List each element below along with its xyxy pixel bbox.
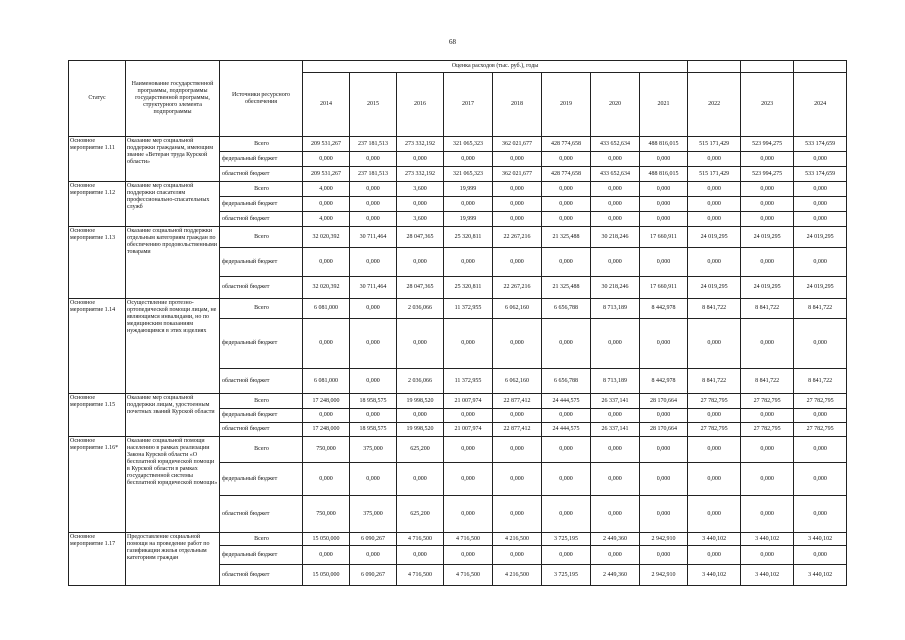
expense-value: 0,000	[493, 248, 542, 277]
expense-value: 0,000	[493, 319, 542, 369]
expense-value: 6 656,788	[542, 369, 591, 394]
expense-value: 6 090,267	[350, 565, 397, 586]
expense-value: 0,000	[640, 319, 688, 369]
header-sources: Источники ресурсного обеспечения	[220, 61, 303, 137]
expense-value: 0,000	[350, 152, 397, 167]
expense-value: 4 716,500	[444, 565, 493, 586]
expense-value: 0,000	[591, 212, 640, 227]
expense-value: 8 713,189	[591, 369, 640, 394]
expense-value: 27 782,795	[741, 394, 794, 409]
expense-value: 0,000	[794, 212, 847, 227]
expense-value: 0,000	[741, 546, 794, 565]
expense-value: 0,000	[397, 546, 444, 565]
expense-value: 0,000	[741, 409, 794, 423]
expense-value: 2 449,360	[591, 565, 640, 586]
table-row	[69, 227, 847, 248]
measure-name: Оказание мер социальной поддержки лицам, удостоенным почетных званий Курской области	[126, 394, 220, 437]
expense-value: 0,000	[741, 248, 794, 277]
header-year: 2018	[493, 73, 542, 137]
expense-value: 0,000	[591, 319, 640, 369]
expense-value: 0,000	[741, 212, 794, 227]
expense-value: 0,000	[794, 546, 847, 565]
expense-value: 0,000	[444, 248, 493, 277]
expense-value: 19,999	[444, 182, 493, 197]
expense-value: 27 782,795	[794, 394, 847, 409]
expense-value: 3 440,102	[741, 533, 794, 546]
expense-value: 3 440,102	[741, 565, 794, 586]
expense-value: 4 716,500	[444, 533, 493, 546]
header-name: Наименование государственной программы, подпрограммы государственной программы, структурного элемента подпрограммы	[126, 61, 220, 137]
expense-value: 27 782,795	[741, 423, 794, 437]
expense-value: 0,000	[542, 212, 591, 227]
expense-value: 0,000	[640, 409, 688, 423]
expense-value: 0,000	[591, 437, 640, 463]
funding-source: областной бюджет	[220, 496, 303, 533]
expense-value: 24 444,575	[542, 394, 591, 409]
expense-value: 362 021,677	[493, 167, 542, 182]
expense-value: 11 372,955	[444, 299, 493, 319]
expense-value: 0,000	[493, 437, 542, 463]
table-row	[69, 182, 847, 197]
expense-value: 21 007,974	[444, 394, 493, 409]
expense-value: 0,000	[794, 496, 847, 533]
expense-value: 0,000	[493, 197, 542, 212]
header-year: 2016	[397, 73, 444, 137]
expense-value: 27 782,795	[688, 423, 741, 437]
expense-value: 0,000	[741, 463, 794, 496]
header-year: 2022	[688, 73, 741, 137]
funding-source: областной бюджет	[220, 277, 303, 299]
expense-value: 24 019,295	[741, 277, 794, 299]
expense-value: 0,000	[591, 496, 640, 533]
header-empty-cell	[688, 61, 741, 73]
expense-value: 0,000	[493, 212, 542, 227]
expense-value: 32 020,392	[303, 227, 350, 248]
expense-value: 0,000	[350, 546, 397, 565]
expense-value: 433 652,634	[591, 137, 640, 152]
measure-status: Основное мероприятие 1.14	[69, 299, 126, 394]
expense-value: 24 444,575	[542, 423, 591, 437]
expense-value: 273 332,192	[397, 167, 444, 182]
funding-source: Всего	[220, 182, 303, 197]
expense-value: 428 774,658	[542, 137, 591, 152]
funding-source: федеральный бюджет	[220, 197, 303, 212]
funding-source: Всего	[220, 533, 303, 546]
expense-value: 0,000	[303, 409, 350, 423]
header-year: 2023	[741, 73, 794, 137]
expense-value: 0,000	[688, 546, 741, 565]
expense-value: 27 782,795	[794, 423, 847, 437]
expense-value: 0,000	[741, 319, 794, 369]
expense-value: 0,000	[350, 369, 397, 394]
expense-value: 0,000	[640, 197, 688, 212]
expense-value: 0,000	[741, 152, 794, 167]
funding-source: федеральный бюджет	[220, 463, 303, 496]
expense-value: 28 047,365	[397, 227, 444, 248]
expense-value: 3 440,102	[794, 533, 847, 546]
expense-value: 26 337,141	[591, 423, 640, 437]
expense-value: 8 841,722	[794, 299, 847, 319]
expense-value: 0,000	[303, 248, 350, 277]
expense-value: 0,000	[640, 182, 688, 197]
expense-value: 17 660,911	[640, 277, 688, 299]
expense-value: 0,000	[493, 546, 542, 565]
expense-value: 17 660,911	[640, 227, 688, 248]
expense-value: 0,000	[444, 546, 493, 565]
expense-value: 8 841,722	[688, 299, 741, 319]
expense-value: 25 320,811	[444, 227, 493, 248]
expense-value: 488 816,015	[640, 137, 688, 152]
expense-value: 32 020,392	[303, 277, 350, 299]
expense-value: 0,000	[350, 319, 397, 369]
expense-value: 488 816,015	[640, 167, 688, 182]
expense-value: 0,000	[640, 496, 688, 533]
table-row	[69, 137, 847, 152]
expense-value: 8 442,978	[640, 299, 688, 319]
measure-status: Основное мероприятие 1.12	[69, 182, 126, 227]
expense-value: 0,000	[688, 409, 741, 423]
expense-value: 0,000	[640, 152, 688, 167]
expense-value: 433 652,634	[591, 167, 640, 182]
measure-name: Оказание мер социальной поддержки гражданам, имеющим звание «Ветеран труда Курской области»	[126, 137, 220, 182]
header-year: 2020	[591, 73, 640, 137]
expense-value: 0,000	[350, 212, 397, 227]
expense-value: 24 019,295	[741, 227, 794, 248]
expense-value: 362 021,677	[493, 137, 542, 152]
expense-value: 30 711,464	[350, 227, 397, 248]
expense-value: 0,000	[493, 409, 542, 423]
expense-value: 0,000	[542, 152, 591, 167]
expense-value: 0,000	[444, 319, 493, 369]
expense-value: 8 713,189	[591, 299, 640, 319]
expense-value: 24 019,295	[794, 277, 847, 299]
expense-value: 22 267,216	[493, 227, 542, 248]
expense-value: 4 216,500	[493, 565, 542, 586]
expense-value: 4 216,500	[493, 533, 542, 546]
expense-value: 28 047,365	[397, 277, 444, 299]
expense-value: 0,000	[640, 437, 688, 463]
expense-value: 0,000	[688, 248, 741, 277]
header-year: 2017	[444, 73, 493, 137]
expense-value: 209 531,267	[303, 137, 350, 152]
expense-value: 0,000	[542, 248, 591, 277]
header-empty-cell	[794, 61, 847, 73]
expense-value: 515 171,429	[688, 137, 741, 152]
expense-value: 0,000	[741, 496, 794, 533]
expense-value: 22 267,216	[493, 277, 542, 299]
expense-value: 0,000	[591, 546, 640, 565]
page-number: 68	[449, 38, 456, 46]
expense-value: 21 325,488	[542, 277, 591, 299]
expense-value: 0,000	[794, 197, 847, 212]
expense-value: 375,000	[350, 437, 397, 463]
expense-value: 0,000	[794, 152, 847, 167]
funding-source: Всего	[220, 299, 303, 319]
funding-source: областной бюджет	[220, 565, 303, 586]
expense-value: 0,000	[542, 182, 591, 197]
expense-value: 24 019,295	[688, 227, 741, 248]
expense-value: 237 181,513	[350, 137, 397, 152]
expense-value: 3 725,195	[542, 533, 591, 546]
expense-value: 533 174,659	[794, 167, 847, 182]
expense-value: 0,000	[688, 319, 741, 369]
expense-value: 0,000	[688, 197, 741, 212]
expense-value: 4 716,500	[397, 565, 444, 586]
expense-value: 0,000	[794, 319, 847, 369]
expense-value: 19,999	[444, 212, 493, 227]
expense-value: 17 248,000	[303, 394, 350, 409]
expense-value: 30 218,246	[591, 227, 640, 248]
expense-value: 0,000	[688, 437, 741, 463]
expense-value: 21 007,974	[444, 423, 493, 437]
header-year: 2015	[350, 73, 397, 137]
expense-value: 0,000	[397, 409, 444, 423]
expense-value: 0,000	[303, 546, 350, 565]
expense-value: 0,000	[794, 248, 847, 277]
measure-status: Основное мероприятие 1.13	[69, 227, 126, 299]
funding-source: областной бюджет	[220, 167, 303, 182]
expense-value: 0,000	[303, 152, 350, 167]
expense-value: 6 062,160	[493, 299, 542, 319]
table-row	[69, 394, 847, 409]
expense-value: 273 332,192	[397, 137, 444, 152]
expense-value: 19 998,520	[397, 423, 444, 437]
expense-value: 8 841,722	[794, 369, 847, 394]
header-estimate: Оценка расходов (тыс. руб.), годы	[303, 61, 688, 73]
expense-value: 3,600	[397, 182, 444, 197]
expense-value: 22 877,412	[493, 394, 542, 409]
expense-value: 0,000	[542, 496, 591, 533]
expense-value: 15 050,000	[303, 565, 350, 586]
expense-value: 3,600	[397, 212, 444, 227]
expense-value: 750,000	[303, 437, 350, 463]
expense-value: 533 174,659	[794, 137, 847, 152]
expense-value: 6 656,788	[542, 299, 591, 319]
expense-value: 3 440,102	[794, 565, 847, 586]
expense-value: 0,000	[688, 182, 741, 197]
expense-value: 0,000	[591, 409, 640, 423]
expense-value: 24 019,295	[794, 227, 847, 248]
measure-status: Основное мероприятие 1.17	[69, 533, 126, 586]
expense-value: 30 218,246	[591, 277, 640, 299]
expense-value: 2 449,360	[591, 533, 640, 546]
expense-value: 0,000	[591, 197, 640, 212]
expense-value: 3 440,102	[688, 565, 741, 586]
expense-value: 0,000	[591, 463, 640, 496]
funding-source: Всего	[220, 227, 303, 248]
expense-value: 3 725,195	[542, 565, 591, 586]
funding-source: областной бюджет	[220, 423, 303, 437]
expense-value: 17 248,000	[303, 423, 350, 437]
funding-source: федеральный бюджет	[220, 409, 303, 423]
measure-name: Оказание социальной помощи населению в рамках реализации Закона Курской области «О бесплатной юридической помощи в Курской области в рамках государственной системы бесплатной юридической помощи»	[126, 437, 220, 533]
expense-value: 0,000	[397, 463, 444, 496]
expense-value: 8 841,722	[741, 369, 794, 394]
expense-value: 0,000	[444, 152, 493, 167]
expense-value: 0,000	[640, 212, 688, 227]
expense-value: 0,000	[303, 319, 350, 369]
expense-value: 0,000	[794, 409, 847, 423]
expense-value: 750,000	[303, 496, 350, 533]
expense-value: 625,200	[397, 496, 444, 533]
expense-value: 0,000	[303, 197, 350, 212]
expense-value: 0,000	[444, 437, 493, 463]
measure-name: Предоставление социальной помощи на проведение работ по газификации жилья отдельным категориям граждан	[126, 533, 220, 586]
funding-source: федеральный бюджет	[220, 546, 303, 565]
expense-value: 24 019,295	[688, 277, 741, 299]
expense-value: 6 081,000	[303, 299, 350, 319]
funding-source: федеральный бюджет	[220, 319, 303, 369]
expense-value: 0,000	[350, 197, 397, 212]
expense-value: 625,200	[397, 437, 444, 463]
expense-value: 6 090,267	[350, 533, 397, 546]
measure-name: Осуществление протезно-ортопедической помощи лицам, не являющимся инвалидами, но по медицинским показаниям нуждающимся в этих изделиях	[126, 299, 220, 394]
expense-value: 15 050,000	[303, 533, 350, 546]
expense-value: 0,000	[794, 437, 847, 463]
table-row	[69, 299, 847, 319]
expense-value: 0,000	[444, 197, 493, 212]
expense-value: 0,000	[688, 463, 741, 496]
expense-value: 0,000	[493, 496, 542, 533]
table-row	[69, 533, 847, 546]
expense-value: 4,000	[303, 212, 350, 227]
expense-value: 0,000	[542, 197, 591, 212]
expense-value: 0,000	[542, 463, 591, 496]
expense-value: 0,000	[444, 496, 493, 533]
expense-value: 0,000	[350, 248, 397, 277]
expense-value: 0,000	[397, 197, 444, 212]
expense-value: 0,000	[741, 437, 794, 463]
expense-value: 321 065,323	[444, 167, 493, 182]
funding-source: Всего	[220, 437, 303, 463]
expense-value: 8 442,978	[640, 369, 688, 394]
expense-value: 19 998,520	[397, 394, 444, 409]
expense-value: 8 841,722	[688, 369, 741, 394]
expense-value: 0,000	[542, 319, 591, 369]
expense-value: 0,000	[688, 212, 741, 227]
expense-value: 4 716,500	[397, 533, 444, 546]
expense-value: 0,000	[397, 319, 444, 369]
expense-value: 2 942,910	[640, 565, 688, 586]
expense-value: 2 942,910	[640, 533, 688, 546]
expense-value: 0,000	[444, 463, 493, 496]
expense-value: 6 062,160	[493, 369, 542, 394]
expense-value: 0,000	[741, 197, 794, 212]
expense-value: 209 531,267	[303, 167, 350, 182]
header-year: 2019	[542, 73, 591, 137]
expense-value: 0,000	[493, 463, 542, 496]
expense-value: 2 036,066	[397, 369, 444, 394]
expense-value: 0,000	[542, 546, 591, 565]
expense-value: 4,000	[303, 182, 350, 197]
expense-value: 0,000	[741, 182, 794, 197]
funding-source: Всего	[220, 137, 303, 152]
expense-value: 0,000	[640, 463, 688, 496]
expense-value: 11 372,955	[444, 369, 493, 394]
table-row	[69, 437, 847, 463]
funding-source: областной бюджет	[220, 369, 303, 394]
expense-value: 0,000	[350, 299, 397, 319]
measure-status: Основное мероприятие 1.11	[69, 137, 126, 182]
expense-value: 428 774,658	[542, 167, 591, 182]
expense-value: 0,000	[591, 248, 640, 277]
expense-value: 0,000	[493, 152, 542, 167]
header-status: Статус	[69, 61, 126, 137]
expense-value: 28 170,664	[640, 394, 688, 409]
expense-value: 28 170,664	[640, 423, 688, 437]
expense-value: 30 711,464	[350, 277, 397, 299]
expense-value: 0,000	[542, 409, 591, 423]
expense-value: 0,000	[640, 546, 688, 565]
measure-name: Оказание мер социальной поддержки спасателям профессионально-спасательных служб	[126, 182, 220, 227]
expense-value: 0,000	[640, 248, 688, 277]
header-year: 2014	[303, 73, 350, 137]
expense-value: 0,000	[303, 463, 350, 496]
expense-value: 25 320,811	[444, 277, 493, 299]
expense-value: 21 325,488	[542, 227, 591, 248]
funding-source: федеральный бюджет	[220, 152, 303, 167]
expense-value: 6 081,000	[303, 369, 350, 394]
expense-value: 0,000	[542, 437, 591, 463]
measure-status: Основное мероприятие 1.15	[69, 394, 126, 437]
expense-value: 0,000	[350, 463, 397, 496]
expense-value: 18 958,575	[350, 423, 397, 437]
expense-value: 0,000	[591, 152, 640, 167]
expense-value: 523 994,275	[741, 137, 794, 152]
expenses-table	[68, 60, 847, 586]
expense-value: 0,000	[688, 152, 741, 167]
expense-value: 3 440,102	[688, 533, 741, 546]
measure-status: Основное мероприятие 1.16*	[69, 437, 126, 533]
expense-value: 0,000	[493, 182, 542, 197]
expense-value: 0,000	[397, 248, 444, 277]
expense-value: 18 958,575	[350, 394, 397, 409]
expense-value: 321 065,323	[444, 137, 493, 152]
header-empty-cell	[741, 61, 794, 73]
expense-value: 0,000	[688, 496, 741, 533]
funding-source: областной бюджет	[220, 212, 303, 227]
expense-value: 0,000	[591, 182, 640, 197]
expense-value: 515 171,429	[688, 167, 741, 182]
expense-value: 523 994,275	[741, 167, 794, 182]
expense-value: 237 181,513	[350, 167, 397, 182]
expense-value: 0,000	[350, 409, 397, 423]
expense-value: 0,000	[397, 152, 444, 167]
funding-source: Всего	[220, 394, 303, 409]
expense-value: 0,000	[350, 182, 397, 197]
expense-value: 0,000	[794, 463, 847, 496]
expense-value: 0,000	[794, 182, 847, 197]
expense-value: 375,000	[350, 496, 397, 533]
header-year: 2024	[794, 73, 847, 137]
expense-value: 0,000	[444, 409, 493, 423]
expense-value: 8 841,722	[741, 299, 794, 319]
expense-value: 22 877,412	[493, 423, 542, 437]
expense-value: 2 036,066	[397, 299, 444, 319]
expense-value: 27 782,795	[688, 394, 741, 409]
header-year: 2021	[640, 73, 688, 137]
expense-value: 26 337,141	[591, 394, 640, 409]
funding-source: федеральный бюджет	[220, 248, 303, 277]
measure-name: Оказание социальной поддержки отдельным категориям граждан по обеспечению продовольственными товарами	[126, 227, 220, 299]
